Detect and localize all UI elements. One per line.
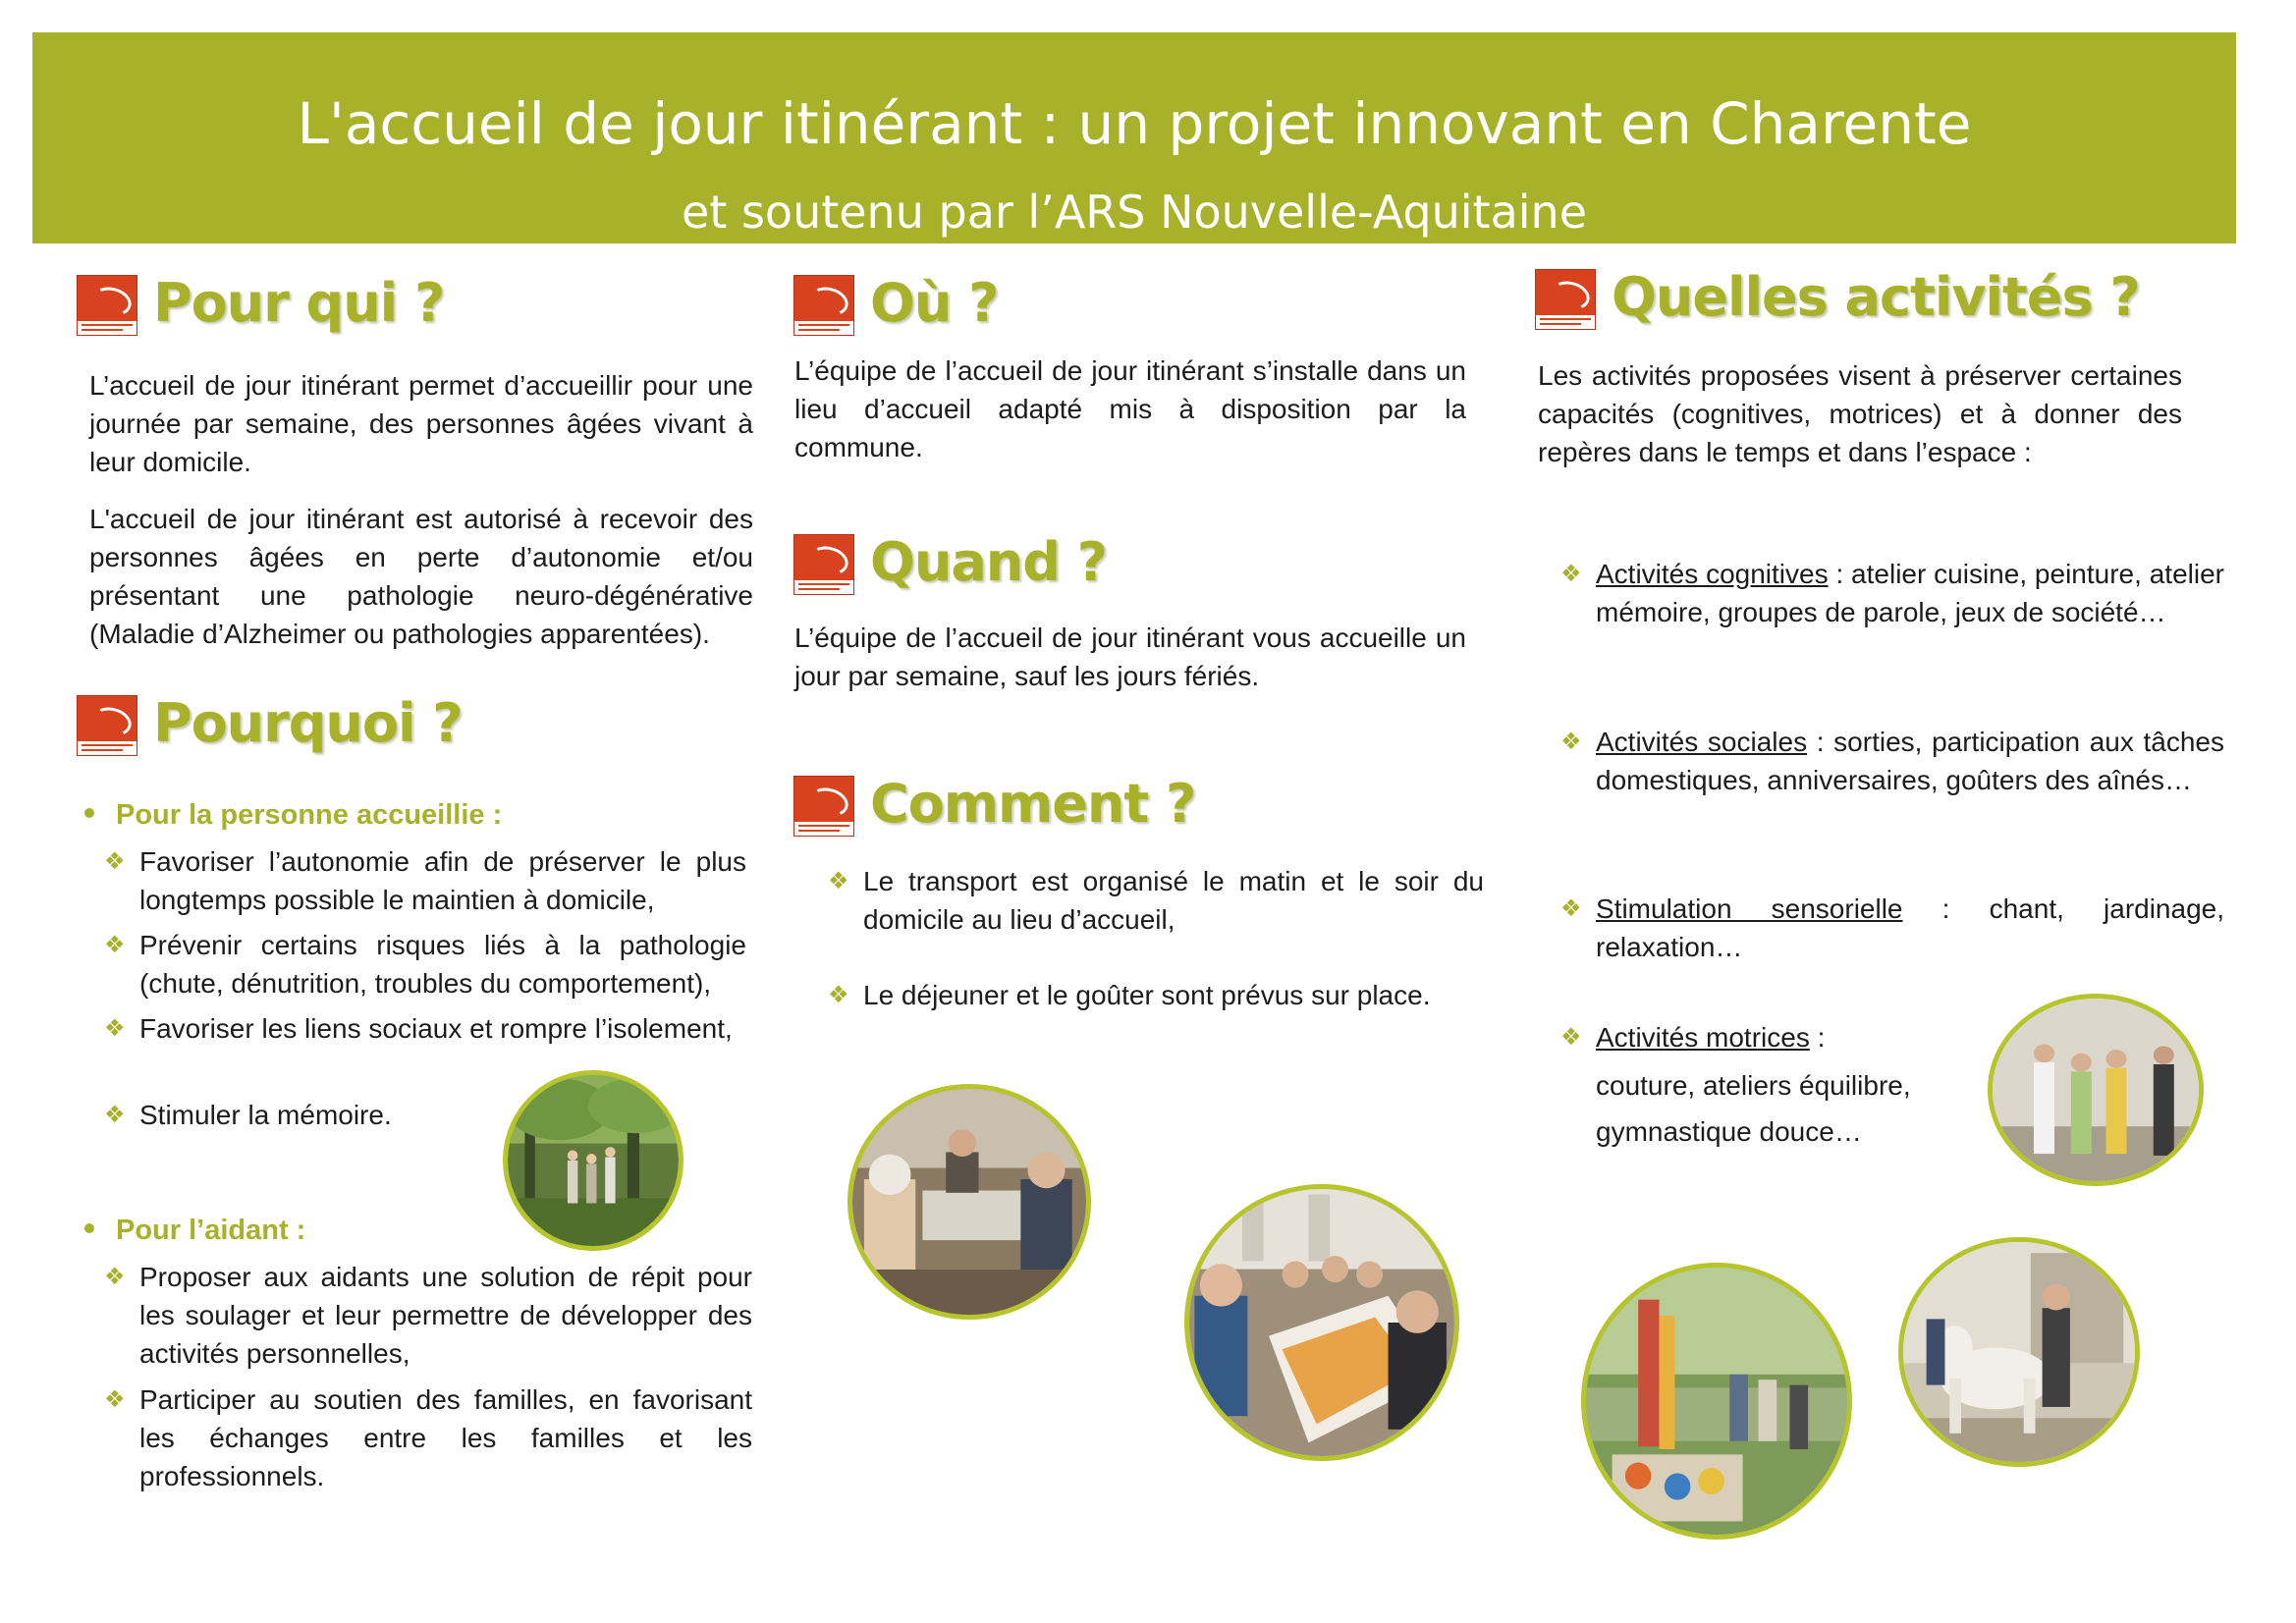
pourquoi-aidant-list: [104, 1258, 752, 1495]
section-title-pourquoi: Pourquoi ?: [153, 692, 463, 754]
diamond-cluster-icon: ❖: [104, 848, 126, 875]
page-title: L'accueil de jour itinérant : un projet innovant en Charente: [297, 90, 1972, 157]
diamond-cluster-icon: ❖: [828, 982, 849, 1008]
photo-table-games: [847, 1084, 1091, 1320]
list-item: ❖ Stimuler la mémoire.: [104, 1096, 517, 1134]
photo-outdoor-walk: [503, 1070, 683, 1251]
quand-paragraph: L’équipe de l’accueil de jour itinérant vous accueille un jour par semaine, sauf les jours fériés.: [794, 622, 1466, 691]
diamond-cluster-icon: ❖: [104, 1264, 126, 1290]
section-title-ou: Où ?: [870, 272, 999, 334]
activity-motrices-line-2: gymnastique douce…: [1596, 1116, 1862, 1147]
list-item: ❖ Favoriser l’autonomie afin de préserver le plus longtemps possible le maintien à domicile,: [104, 842, 746, 919]
diamond-cluster-icon: ❖: [1560, 729, 1582, 755]
photo-gym-exercise: [1988, 994, 2204, 1186]
bullet-dot-icon: [84, 1223, 94, 1233]
activity-motrices-line-1: couture, ateliers équilibre,: [1596, 1070, 1911, 1101]
section-title-comment: Comment ?: [870, 773, 1196, 835]
section-title-quand: Quand ?: [870, 531, 1108, 593]
ou-paragraph: L’équipe de l’accueil de jour itinérant s’installe dans un lieu d’accueil adapté mis à disposition par la commune.: [794, 355, 1466, 462]
activity-cognitives: ❖ Activités cognitives : atelier cuisine, peinture, atelier mémoire, groupes de parole, jeux de société…: [1560, 555, 2224, 631]
page-subtitle: et soutenu par l’ARS Nouvelle-Aquitaine: [682, 186, 1587, 239]
subheading-personne-accueillie: Pour la personne accueillie :: [84, 796, 502, 834]
diamond-cluster-icon: ❖: [104, 1015, 126, 1042]
activites-intro: Les activités proposées visent à préserver certaines capacités (cognitives, motrices) et à donner des repères dans le temps et dans l’espace :: [1538, 360, 2182, 467]
list-item: ❖ Le déjeuner et le goûter sont prévus sur place.: [828, 976, 1484, 1014]
diamond-cluster-icon: ❖: [828, 868, 849, 894]
pourquoi-personne-list: [104, 842, 746, 1048]
photo-group-meal: [1184, 1184, 1459, 1461]
subheading-aidant: Pour l’aidant :: [84, 1212, 305, 1249]
pourquoi-personne-list-last: [104, 1096, 517, 1134]
title-banner: [32, 32, 2236, 243]
departement-logo-icon: [77, 695, 137, 756]
departement-logo-icon: [793, 534, 854, 595]
bullet-dot-icon: [84, 808, 94, 818]
diamond-cluster-icon: ❖: [1560, 1024, 1582, 1051]
list-item: ❖ Favoriser les liens sociaux et rompre l’isolement,: [104, 1009, 746, 1048]
photo-pony-visit: [1898, 1237, 2140, 1467]
activity-motrices: ❖ Activités motrices :: [1560, 1018, 1989, 1056]
departement-logo-icon: [1535, 269, 1596, 330]
departement-logo-icon: [793, 776, 854, 837]
section-title-activites: Quelles activités ?: [1612, 266, 2140, 328]
list-item: ❖ Proposer aux aidants une solution de répit pour les soulager et leur permettre de développer des activités personnelles,: [104, 1258, 752, 1373]
activity-sensorielle: ❖ Stimulation sensorielle : chant, jardinage, relaxation…: [1560, 890, 2224, 966]
departement-logo-icon: [793, 275, 854, 336]
departement-logo-icon: [77, 275, 137, 336]
diamond-cluster-icon: ❖: [104, 1102, 126, 1128]
photo-garden-activity: [1581, 1263, 1852, 1540]
diamond-cluster-icon: ❖: [1560, 895, 1582, 922]
list-item: ❖ Prévenir certains risques liés à la pathologie (chute, dénutrition, troubles du comportement),: [104, 926, 746, 1002]
diamond-cluster-icon: ❖: [104, 1386, 126, 1413]
section-title-pour-qui: Pour qui ?: [153, 272, 445, 334]
comment-list: [828, 862, 1484, 1014]
activity-sociales: ❖ Activités sociales : sorties, participation aux tâches domestiques, anniversaires, goûters des aînés…: [1560, 723, 2224, 799]
diamond-cluster-icon: ❖: [104, 932, 126, 958]
list-item: ❖ Participer au soutien des familles, en favorisant les échanges entre les familles et les professionnels.: [104, 1380, 752, 1495]
pour-qui-paragraph-1: L’accueil de jour itinérant permet d’accueillir pour une journée par semaine, des personnes âgées vivant à leur domicile.: [89, 370, 753, 477]
pour-qui-paragraph-2: L'accueil de jour itinérant est autorisé à recevoir des personnes âgées en perte d’autonomie et/ou présentant une pathologie neuro-dégénérative (Maladie d’Alzheimer ou pathologies apparentées).: [89, 504, 753, 649]
diamond-cluster-icon: ❖: [1560, 561, 1582, 587]
list-item: ❖ Le transport est organisé le matin et le soir du domicile au lieu d’accueil,: [828, 862, 1484, 939]
